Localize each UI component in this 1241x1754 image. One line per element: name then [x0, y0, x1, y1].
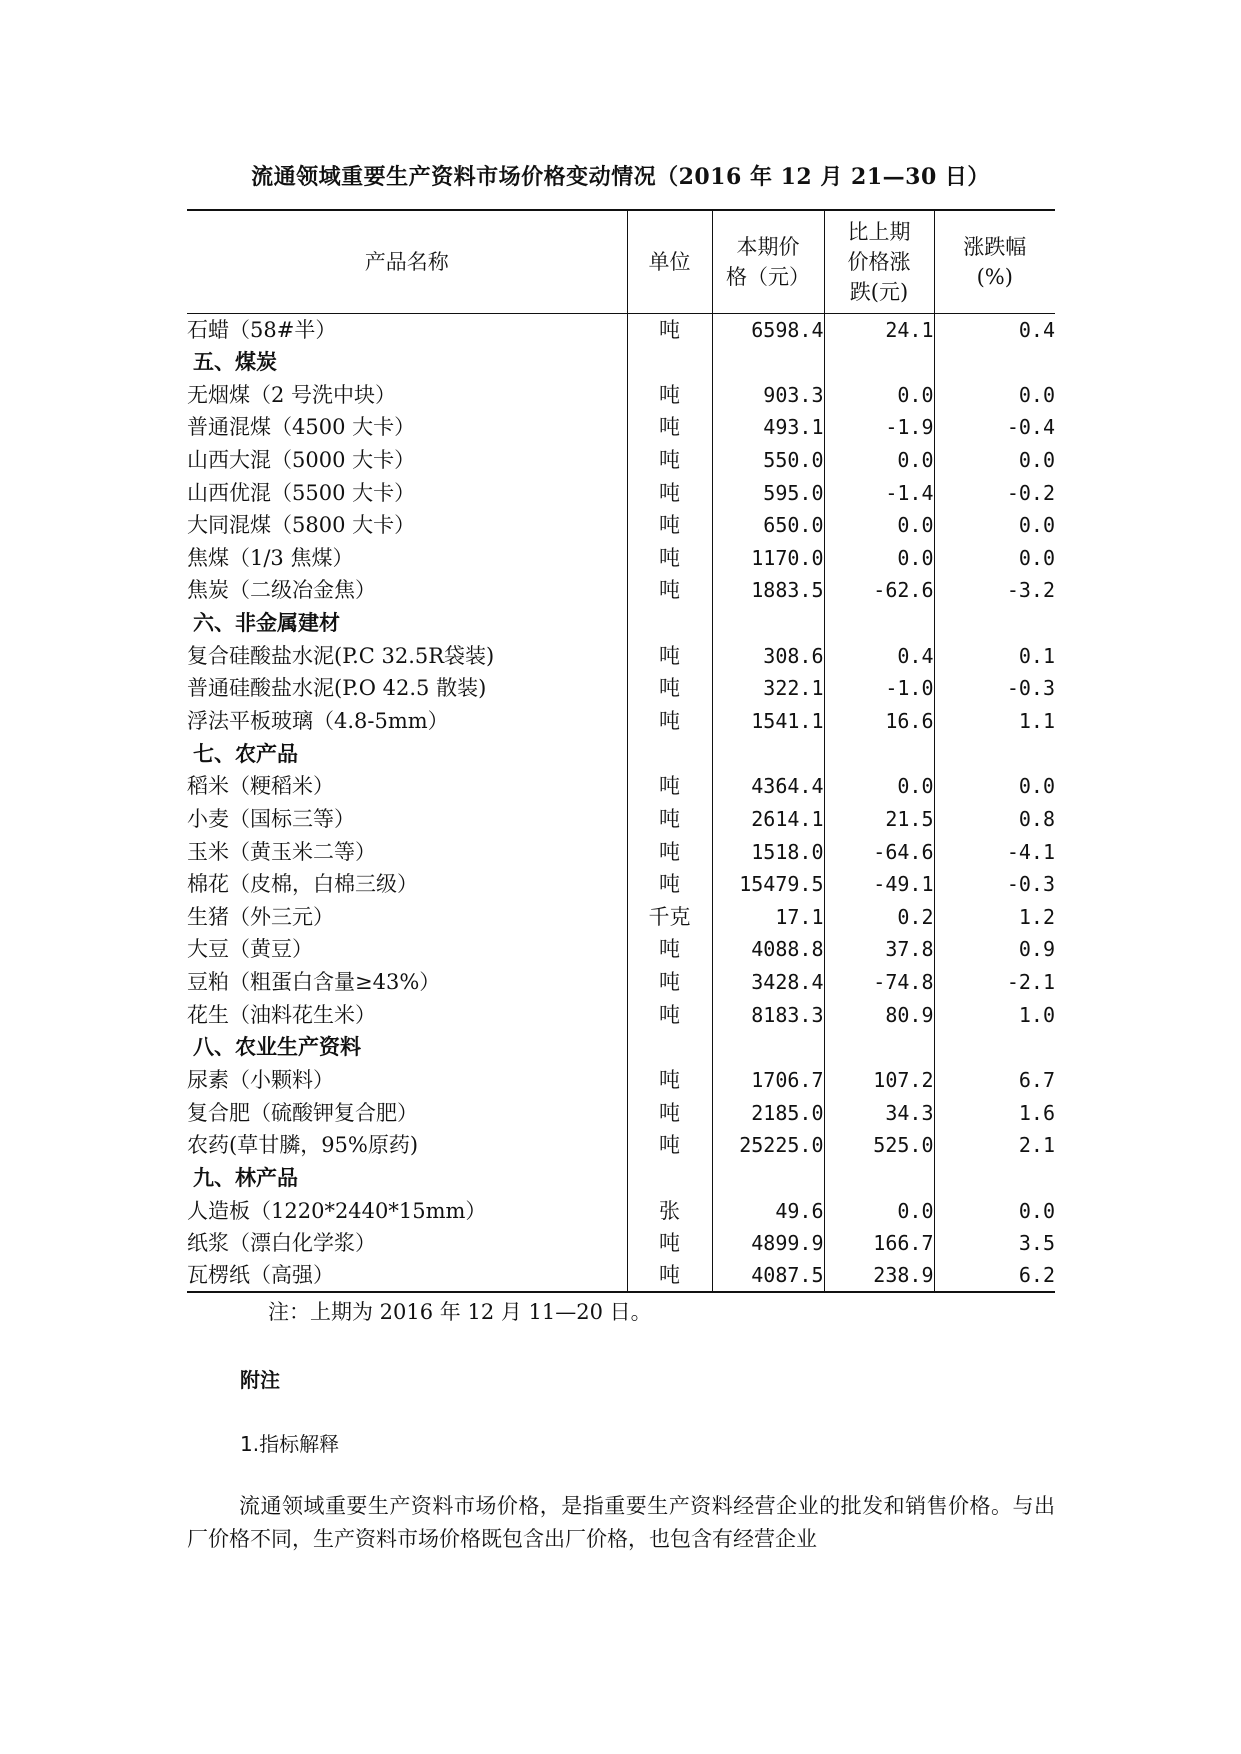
header-change-percent-line1: 涨跌幅	[963, 234, 1027, 259]
header-current-price-line2: 格（元）	[726, 264, 810, 289]
table-row	[187, 705, 1055, 738]
percent-cell: -0.4	[934, 411, 1055, 444]
product-name-cell: 豆粕（粗蛋白含量≥43%）	[187, 970, 441, 995]
percent-cell: 0.9	[934, 933, 1055, 966]
section-name-cell: 八、农业生产资料	[193, 1034, 361, 1060]
change-cell: 34.3	[824, 1096, 934, 1129]
price-cell: 595.0	[712, 476, 824, 509]
section-row	[187, 1031, 1055, 1064]
percent-cell: 0.1	[934, 639, 1055, 672]
change-cell: -49.1	[824, 868, 934, 901]
change-cell: 80.9	[824, 998, 934, 1031]
unit-cell: 吨	[627, 1260, 712, 1293]
product-name-cell: 生猪（外三元）	[187, 904, 334, 929]
percent-cell: -0.3	[934, 672, 1055, 705]
product-name-cell: 小麦（国标三等）	[187, 806, 355, 831]
unit-cell: 吨	[627, 509, 712, 542]
product-name-cell: 焦煤（1/3 焦煤）	[187, 545, 354, 570]
change-cell: 0.0	[824, 770, 934, 803]
table-row	[187, 378, 1055, 411]
percent-cell: 0.0	[934, 444, 1055, 477]
unit-cell: 张	[627, 1194, 712, 1227]
table-row	[187, 868, 1055, 901]
product-name-cell: 农药(草甘膦，95%原药)	[187, 1133, 419, 1158]
percent-cell: 0.0	[934, 1194, 1055, 1227]
table-row	[187, 933, 1055, 966]
change-cell: -64.6	[824, 835, 934, 868]
table-body	[187, 313, 1055, 1292]
unit-cell: 吨	[627, 998, 712, 1031]
table-note: 注：上期为 2016 年 12 月 11—20 日。	[268, 1300, 652, 1324]
price-cell: 3428.4	[712, 966, 824, 999]
unit-cell	[627, 346, 712, 379]
percent-cell: 2.1	[934, 1129, 1055, 1162]
change-cell: 37.8	[824, 933, 934, 966]
change-cell	[824, 737, 934, 770]
change-cell: 0.0	[824, 541, 934, 574]
percent-cell: -0.3	[934, 868, 1055, 901]
percent-cell: 1.0	[934, 998, 1055, 1031]
unit-cell: 吨	[627, 1096, 712, 1129]
unit-cell: 吨	[627, 770, 712, 803]
unit-cell: 吨	[627, 1227, 712, 1260]
change-cell: -62.6	[824, 574, 934, 607]
table-row	[187, 1194, 1055, 1227]
unit-cell: 吨	[627, 1129, 712, 1162]
change-cell: -1.4	[824, 476, 934, 509]
percent-cell: 0.8	[934, 803, 1055, 836]
table-row	[187, 1064, 1055, 1097]
table-row	[187, 1227, 1055, 1260]
percent-cell: 1.6	[934, 1096, 1055, 1129]
table-row	[187, 998, 1055, 1031]
unit-cell: 吨	[627, 411, 712, 444]
table-row	[187, 1129, 1055, 1162]
table-row	[187, 835, 1055, 868]
price-cell: 2185.0	[712, 1096, 824, 1129]
percent-cell: -4.1	[934, 835, 1055, 868]
product-name-cell: 石蜡（58#半）	[187, 317, 337, 342]
price-cell: 4088.8	[712, 933, 824, 966]
change-cell: 0.2	[824, 901, 934, 934]
percent-cell: -2.1	[934, 966, 1055, 999]
product-name-cell: 玉米（黄玉米二等）	[187, 839, 376, 864]
header-price-change	[824, 210, 934, 313]
percent-cell: -0.2	[934, 476, 1055, 509]
change-cell: 24.1	[824, 313, 934, 346]
change-cell: 0.0	[824, 1194, 934, 1227]
change-cell: 0.4	[824, 639, 934, 672]
unit-cell	[627, 1031, 712, 1064]
unit-cell	[627, 737, 712, 770]
unit-cell: 吨	[627, 574, 712, 607]
table-header-row	[187, 210, 1055, 313]
price-cell: 49.6	[712, 1194, 824, 1227]
price-cell	[712, 1031, 824, 1064]
price-cell: 17.1	[712, 901, 824, 934]
unit-cell: 吨	[627, 444, 712, 477]
percent-cell	[934, 607, 1055, 640]
header-current-price-line1: 本期价	[736, 234, 800, 259]
header-current-price	[712, 210, 824, 313]
product-name-cell: 普通混煤（4500 大卡）	[187, 415, 416, 440]
price-cell: 550.0	[712, 444, 824, 477]
table-row	[187, 541, 1055, 574]
unit-cell	[627, 607, 712, 640]
table-row	[187, 574, 1055, 607]
unit-cell: 吨	[627, 313, 712, 346]
change-cell: 166.7	[824, 1227, 934, 1260]
header-product-name: 产品名称	[187, 210, 627, 313]
percent-cell: 0.0	[934, 378, 1055, 411]
section-name-cell: 九、林产品	[193, 1164, 298, 1190]
section-row	[187, 346, 1055, 379]
product-name-cell: 山西大混（5000 大卡）	[187, 447, 416, 472]
section-heading: 1.指标解释	[240, 1432, 340, 1456]
price-cell	[712, 607, 824, 640]
change-cell: 107.2	[824, 1064, 934, 1097]
price-cell: 2614.1	[712, 803, 824, 836]
percent-cell: 0.0	[934, 770, 1055, 803]
unit-cell: 吨	[627, 639, 712, 672]
section-name-cell: 六、非金属建材	[193, 610, 340, 636]
change-cell: 21.5	[824, 803, 934, 836]
percent-cell	[934, 346, 1055, 379]
price-cell: 25225.0	[712, 1129, 824, 1162]
body-paragraph: 流通领域重要生产资料市场价格，是指重要生产资料经营企业的批发和销售价格。与出厂价格不同，生产资料市场价格既包含出厂价格，也包含有经营企业	[187, 1494, 1055, 1551]
percent-cell: 1.2	[934, 901, 1055, 934]
percent-cell: 1.1	[934, 705, 1055, 738]
price-cell: 322.1	[712, 672, 824, 705]
product-name-cell: 纸浆（漂白化学浆）	[187, 1231, 376, 1256]
table-row	[187, 803, 1055, 836]
change-cell: -1.9	[824, 411, 934, 444]
unit-cell: 吨	[627, 476, 712, 509]
change-cell: 525.0	[824, 1129, 934, 1162]
unit-cell: 吨	[627, 541, 712, 574]
unit-cell: 吨	[627, 378, 712, 411]
change-cell: -1.0	[824, 672, 934, 705]
unit-cell: 千克	[627, 901, 712, 934]
header-price-change-line1: 比上期	[847, 219, 911, 244]
table-row	[187, 639, 1055, 672]
percent-cell: 0.0	[934, 541, 1055, 574]
table-row	[187, 901, 1055, 934]
header-price-change-line2: 价格涨	[847, 249, 911, 274]
change-cell: 0.0	[824, 378, 934, 411]
product-name-cell: 无烟煤（2 号洗中块）	[187, 382, 397, 407]
header-price-change-line3: 跌(元)	[849, 279, 909, 304]
section-row	[187, 1162, 1055, 1195]
product-name-cell: 浮法平板玻璃（4.8-5mm）	[187, 709, 449, 733]
price-cell: 1541.1	[712, 705, 824, 738]
table-row	[187, 770, 1055, 803]
table-row	[187, 1260, 1055, 1293]
change-cell: 0.0	[824, 444, 934, 477]
change-cell: 16.6	[824, 705, 934, 738]
unit-cell: 吨	[627, 705, 712, 738]
product-name-cell: 大豆（黄豆）	[187, 937, 313, 962]
price-cell: 4087.5	[712, 1260, 824, 1293]
section-row	[187, 607, 1055, 640]
price-cell	[712, 346, 824, 379]
table-row	[187, 509, 1055, 542]
price-cell: 1883.5	[712, 574, 824, 607]
change-cell	[824, 1162, 934, 1195]
section-name-cell: 七、农产品	[193, 740, 298, 766]
price-cell: 650.0	[712, 509, 824, 542]
product-name-cell: 花生（油料花生米）	[187, 1002, 376, 1027]
product-name-cell: 稻米（粳稻米）	[187, 774, 334, 799]
product-name-cell: 人造板（1220*2440*15mm）	[187, 1198, 487, 1223]
product-name-cell: 尿素（小颗料）	[187, 1068, 334, 1093]
price-table	[187, 209, 1055, 1293]
change-cell	[824, 1031, 934, 1064]
price-cell: 6598.4	[712, 313, 824, 346]
unit-cell: 吨	[627, 1064, 712, 1097]
table-row	[187, 444, 1055, 477]
table-row	[187, 476, 1055, 509]
table-row	[187, 313, 1055, 346]
percent-cell: 3.5	[934, 1227, 1055, 1260]
page-title: 流通领域重要生产资料市场价格变动情况（2016 年 12 月 21—30 日）	[251, 164, 990, 190]
unit-cell: 吨	[627, 803, 712, 836]
product-name-cell: 复合硅酸盐水泥(P.C 32.5R袋装)	[187, 643, 495, 668]
product-name-cell: 复合肥（硫酸钾复合肥）	[187, 1100, 418, 1125]
price-cell: 1518.0	[712, 835, 824, 868]
change-cell	[824, 607, 934, 640]
price-cell: 4899.9	[712, 1227, 824, 1260]
price-cell: 493.1	[712, 411, 824, 444]
table-row	[187, 672, 1055, 705]
change-cell: 0.0	[824, 509, 934, 542]
price-cell: 1170.0	[712, 541, 824, 574]
price-cell: 15479.5	[712, 868, 824, 901]
percent-cell	[934, 1162, 1055, 1195]
unit-cell: 吨	[627, 835, 712, 868]
price-cell: 903.3	[712, 378, 824, 411]
product-name-cell: 山西优混（5500 大卡）	[187, 480, 416, 505]
product-name-cell: 瓦楞纸（高强）	[187, 1260, 627, 1293]
percent-cell: -3.2	[934, 574, 1055, 607]
price-cell: 1706.7	[712, 1064, 824, 1097]
price-cell	[712, 737, 824, 770]
header-change-percent-line2: (%)	[976, 264, 1013, 289]
percent-cell: 0.4	[934, 313, 1055, 346]
unit-cell	[627, 1162, 712, 1195]
unit-cell: 吨	[627, 868, 712, 901]
change-cell: -74.8	[824, 966, 934, 999]
product-name-cell: 大同混煤（5800 大卡）	[187, 513, 416, 538]
header-unit: 单位	[627, 210, 712, 313]
percent-cell	[934, 737, 1055, 770]
appendix-heading: 附注	[240, 1368, 280, 1392]
section-name-cell: 五、煤炭	[193, 348, 277, 374]
price-cell: 8183.3	[712, 998, 824, 1031]
percent-cell: 0.0	[934, 509, 1055, 542]
product-name-cell: 棉花（皮棉，白棉三级）	[187, 872, 418, 897]
percent-cell	[934, 1031, 1055, 1064]
table-row	[187, 411, 1055, 444]
table-row	[187, 1096, 1055, 1129]
percent-cell: 6.7	[934, 1064, 1055, 1097]
unit-cell: 吨	[627, 966, 712, 999]
price-cell	[712, 1162, 824, 1195]
header-change-percent	[934, 210, 1055, 313]
unit-cell: 吨	[627, 672, 712, 705]
price-cell: 308.6	[712, 639, 824, 672]
product-name-cell: 焦炭（二级冶金焦）	[187, 578, 376, 603]
percent-cell: 6.2	[934, 1260, 1055, 1293]
change-cell	[824, 346, 934, 379]
table-row	[187, 966, 1055, 999]
section-row	[187, 737, 1055, 770]
price-cell: 4364.4	[712, 770, 824, 803]
product-name-cell: 普通硅酸盐水泥(P.O 42.5 散装)	[187, 676, 487, 701]
change-cell: 238.9	[824, 1260, 934, 1293]
unit-cell: 吨	[627, 933, 712, 966]
